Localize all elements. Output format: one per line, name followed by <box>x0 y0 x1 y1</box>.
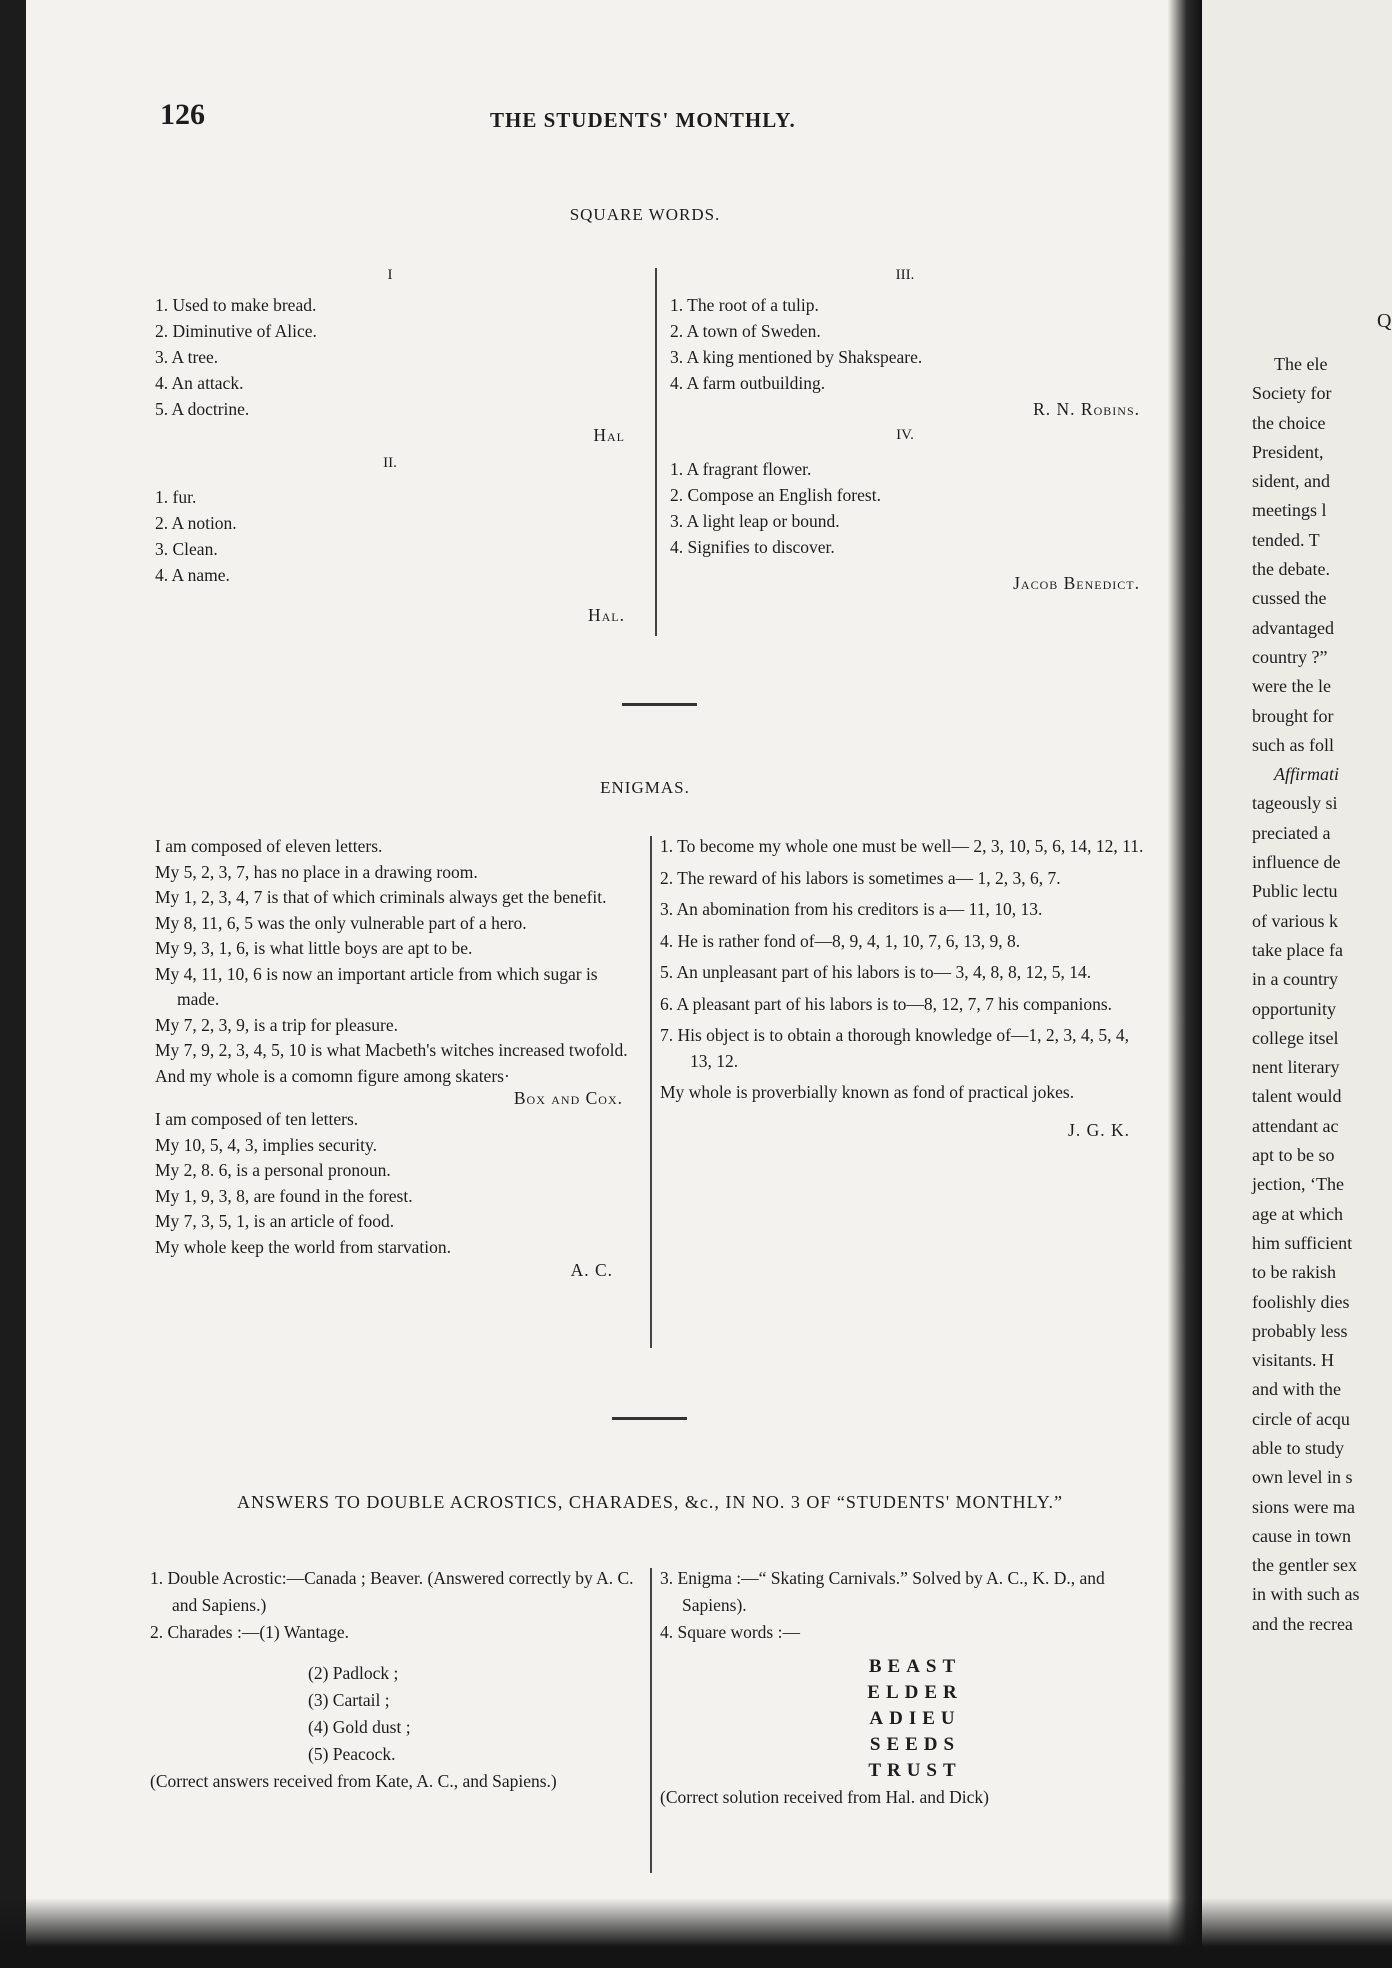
puzzle-item: 3. Clean. <box>155 539 218 559</box>
enigma-item: 3. An abomination from his creditors is a— 11, 10, 13. <box>660 899 1043 919</box>
puzzle-item: 1. Used to make bread. <box>155 295 317 315</box>
enigma-line: I am composed of ten letters. <box>155 1109 359 1129</box>
facing-line: jection, ‘The <box>1252 1174 1344 1195</box>
enigma-line: My 2, 8. 6, is a personal pronoun. <box>155 1160 391 1180</box>
facing-heading-fragment: Q <box>1377 310 1392 332</box>
facing-line: tageously si <box>1252 793 1338 814</box>
enigma-line: My 7, 9, 2, 3, 4, 5, 10 is what Macbeth's witches increased twofold. <box>155 1040 628 1060</box>
puzzle-signature: Hal <box>593 425 625 445</box>
puzzle-item: 2. Compose an English forest. <box>670 485 881 505</box>
puzzle-label: I <box>387 267 393 283</box>
facing-line: nent literary <box>1252 1057 1340 1078</box>
enigma-signature: J. G. K. <box>1068 1119 1130 1140</box>
puzzle-item: 4. A name. <box>155 565 230 585</box>
section-rule <box>622 703 697 706</box>
puzzle-item: 2. A town of Sweden. <box>670 321 821 341</box>
enigma-right-column <box>660 834 1150 1143</box>
puzzle-item: 1. A fragrant flower. <box>670 459 812 479</box>
facing-line: President, <box>1252 441 1324 462</box>
facing-line: and with the <box>1252 1379 1341 1400</box>
facing-line: in with such as <box>1252 1584 1360 1605</box>
enigma-line: My 10, 5, 4, 3, implies security. <box>155 1134 377 1155</box>
answer-charades-head: 2. Charades :—(1) Wantage. <box>150 1622 349 1642</box>
answer-charade: (3) Cartail ; <box>308 1690 390 1710</box>
puzzle-item: 2. Diminutive of Alice. <box>155 321 317 341</box>
puzzle-item: 4. A farm outbuilding. <box>670 373 826 393</box>
facing-line: such as foll <box>1252 734 1334 755</box>
answers-right-column <box>660 1565 1150 1811</box>
enigma-closing: My whole is proverbially known as fond of practical jokes. <box>660 1082 1075 1102</box>
answer-square-head: 4. Square words :— <box>660 1622 800 1642</box>
enigma-item: 5. An unpleasant part of his labors is to— 3, 4, 8, 8, 12, 5, 14. <box>660 962 1092 982</box>
facing-line: country ?” <box>1252 646 1328 667</box>
facing-line: to be rakish <box>1252 1262 1336 1283</box>
facing-line: in a country <box>1252 969 1338 990</box>
puzzle-item: 1. fur. <box>155 487 197 507</box>
answer-enigma: 3. Enigma :—“ Skating Carnivals.” Solved by A. C., K. D., and Sapiens). <box>660 1568 1105 1615</box>
answer-acrostic: 1. Double Acrostic:—Canada ; Beaver. (Answered correctly by A. C. and Sapiens.) <box>150 1568 634 1615</box>
facing-line: circle of acqu <box>1252 1408 1350 1429</box>
facing-line: foolishly dies <box>1252 1291 1350 1312</box>
facing-line: own level in s <box>1252 1467 1353 1488</box>
puzzle-item: 3. A light leap or bound. <box>670 511 840 531</box>
facing-line: him sufficient <box>1252 1232 1353 1253</box>
facing-line: sions were ma <box>1252 1496 1355 1517</box>
puzzle-label: IV. <box>896 427 914 443</box>
puzzle-label: III. <box>895 267 915 283</box>
answer-square-correct: (Correct solution received from Hal. and Dick) <box>660 1787 989 1807</box>
enigma-left-column <box>155 834 643 1280</box>
puzzle-signature: Jacob Benedict. <box>1013 573 1140 593</box>
facing-line: Society for <box>1252 383 1332 404</box>
facing-line: of various k <box>1252 910 1338 931</box>
answer-square-word: ADIEU <box>869 1708 961 1729</box>
square-puzzle-3 <box>670 262 1140 596</box>
facing-line: apt to be so <box>1252 1145 1335 1166</box>
enigma-line: And my whole is a comomn figure among skaters· <box>155 1065 510 1086</box>
square-puzzle-1 <box>155 262 625 628</box>
answer-square-word: SEEDS <box>869 1734 961 1755</box>
answers-title: ANSWERS TO DOUBLE ACROSTICS, CHARADES, &c., IN NO. 3 OF “STUDENTS' MONTHLY.” <box>237 1492 1063 1512</box>
enigma-signature: A. C. <box>570 1260 613 1280</box>
puzzle-signature: R. N. Robins. <box>1033 399 1140 419</box>
facing-line: tended. T <box>1252 529 1320 550</box>
enigma-item: 6. A pleasant part of his labors is to—8, 12, 7, 7 his companions. <box>660 993 1113 1014</box>
book-gutter <box>1168 0 1202 1968</box>
facing-line: visitants. H <box>1252 1350 1335 1371</box>
answer-square-word: BEAST <box>868 1656 962 1677</box>
facing-line: and the recrea <box>1252 1613 1353 1634</box>
enigma-item: 4. He is rather fond of—8, 9, 4, 1, 10, 7, 6, 13, 9, 8. <box>660 930 1021 951</box>
answer-charade: (2) Padlock ; <box>308 1663 399 1683</box>
page-number: 126 <box>160 98 205 131</box>
facing-line: advantaged <box>1252 617 1334 638</box>
puzzle-item: 1. The root of a tulip. <box>670 295 819 315</box>
facing-page-text <box>1252 350 1392 1639</box>
enigma-line: My 5, 2, 3, 7, has no place in a drawing room. <box>155 861 478 882</box>
facing-line: sident, and <box>1252 471 1330 492</box>
answer-square-word: TRUST <box>868 1760 962 1781</box>
facing-line: the choice <box>1252 412 1326 433</box>
column-divider <box>650 1568 652 1873</box>
facing-line: probably less <box>1252 1320 1348 1341</box>
puzzle-label: II. <box>383 455 397 471</box>
facing-line: brought for <box>1252 705 1334 726</box>
puzzle-signature: Hal. <box>587 605 625 625</box>
facing-line: attendant ac <box>1252 1115 1339 1136</box>
puzzle-item: 2. A notion. <box>155 513 237 533</box>
facing-line: opportunity <box>1252 998 1336 1019</box>
running-title: THE STUDENTS' MONTHLY. <box>490 108 796 132</box>
section-rule <box>612 1417 687 1420</box>
facing-line: talent would <box>1252 1086 1342 1107</box>
facing-line: Public lectu <box>1252 881 1338 902</box>
facing-line: college itsel <box>1252 1027 1339 1048</box>
enigma-line: My 7, 2, 3, 9, is a trip for pleasure. <box>155 1014 399 1035</box>
enigma-item: 2. The reward of his labors is sometimes a— 1, 2, 3, 6, 7. <box>660 867 1061 888</box>
facing-line: able to study <box>1252 1437 1344 1458</box>
answers-left-column <box>150 1565 635 1795</box>
enigma-item: 1. To become my whole one must be well— 2, 3, 10, 5, 6, 14, 12, 11. <box>660 836 1144 856</box>
enigma-line: My 1, 2, 3, 4, 7 is that of which criminals always get the benefit. <box>155 887 607 907</box>
facing-line: Affirmati <box>1274 764 1340 785</box>
answer-square-word: ELDER <box>867 1682 963 1703</box>
facing-line: The ele <box>1274 354 1328 374</box>
facing-line: meetings l <box>1252 500 1327 521</box>
scan-bottom-shadow <box>0 1898 1392 1968</box>
enigma-line: My 9, 3, 1, 6, is what little boys are apt to be. <box>155 938 473 958</box>
puzzle-item: 3. A king mentioned by Shakspeare. <box>670 347 923 367</box>
enigma-line: My whole keep the world from starvation. <box>155 1236 451 1257</box>
enigma-item: 7. His object is to obtain a thorough knowledge of—1, 2, 3, 4, 5, 4, 13, 12. <box>660 1025 1130 1071</box>
enigma-line: My 4, 11, 10, 6 is now an important article from which sugar is made. <box>155 963 598 1009</box>
facing-line: cussed the <box>1252 588 1327 609</box>
facing-line: the debate. <box>1252 559 1330 580</box>
enigma-line: My 7, 3, 5, 1, is an article of food. <box>155 1211 395 1231</box>
facing-line: take place fa <box>1252 939 1343 960</box>
facing-line: age at which <box>1252 1203 1343 1224</box>
facing-line: the gentler sex <box>1252 1555 1357 1576</box>
answer-charade: (5) Peacock. <box>308 1744 396 1764</box>
facing-line: were the le <box>1252 676 1331 697</box>
facing-line: influence de <box>1252 852 1341 873</box>
puzzle-item: 5. A doctrine. <box>155 399 250 419</box>
facing-line: cause in town <box>1252 1525 1351 1546</box>
enigmas-title: ENIGMAS. <box>600 778 690 797</box>
answer-charade: (4) Gold dust ; <box>308 1717 411 1737</box>
enigma-line: My 8, 11, 6, 5 was the only vulnerable part of a hero. <box>155 912 527 933</box>
facing-line: preciated a <box>1252 822 1331 843</box>
enigma-line: My 1, 9, 3, 8, are found in the forest. <box>155 1185 413 1206</box>
puzzle-item: 4. An attack. <box>155 373 244 393</box>
column-divider <box>655 268 657 636</box>
puzzle-item: 4. Signifies to discover. <box>670 537 835 557</box>
puzzle-item: 3. A tree. <box>155 347 219 367</box>
square-words-title: SQUARE WORDS. <box>569 205 721 224</box>
column-divider <box>650 836 652 1348</box>
enigma-signature: Box and Cox. <box>513 1088 623 1108</box>
enigma-line: I am composed of eleven letters. <box>155 836 383 856</box>
answer-charades-correct: (Correct answers received from Kate, A. C., and Sapiens.) <box>150 1771 557 1791</box>
